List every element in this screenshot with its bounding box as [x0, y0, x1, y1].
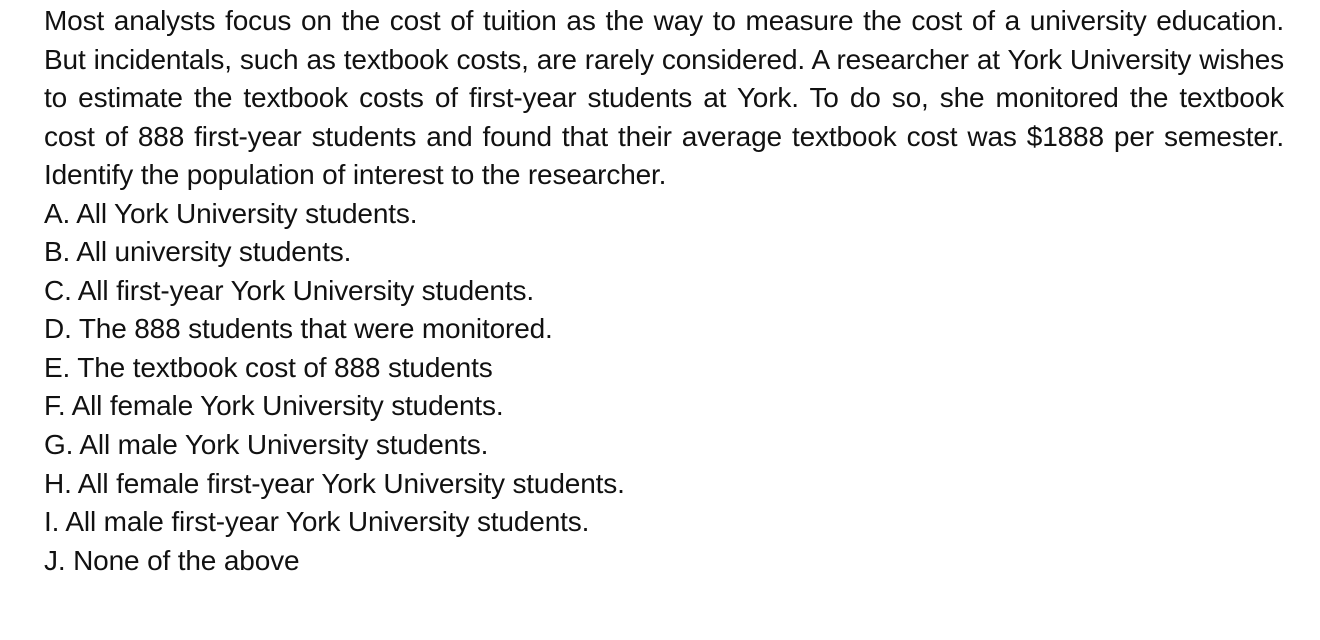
- option-c: C. All first-year York University students.: [44, 274, 534, 306]
- option-j: J. None of the above: [44, 544, 300, 576]
- option-i: I. All male first-year York University students.: [44, 506, 590, 538]
- option-b: B. All university students.: [44, 236, 352, 268]
- option-f: F. All female York University students.: [44, 390, 504, 422]
- option-d: D. The 888 students that were monitored.: [44, 313, 553, 345]
- option-h: H. All female first-year York University students.: [44, 467, 625, 499]
- option-g: G. All male York University students.: [44, 429, 489, 461]
- option-e: E. The textbook cost of 888 students: [44, 351, 493, 383]
- question-page: [44, 2, 1284, 580]
- question-text: Most analysts focus on the cost of tuition as the way to measure the cost of a university education. But incidentals, such as textbook costs, are rarely considered. A researcher at York University wishes to estimate the textbook costs of first-year students at York. To do so, she monitored the textbook cost of 888 first-year students and found that their average textbook cost was $1888 per semester. Identify the population of interest to the researcher.: [44, 5, 1284, 190]
- option-a: A. All York University students.: [44, 197, 418, 229]
- answer-options: [44, 195, 1284, 581]
